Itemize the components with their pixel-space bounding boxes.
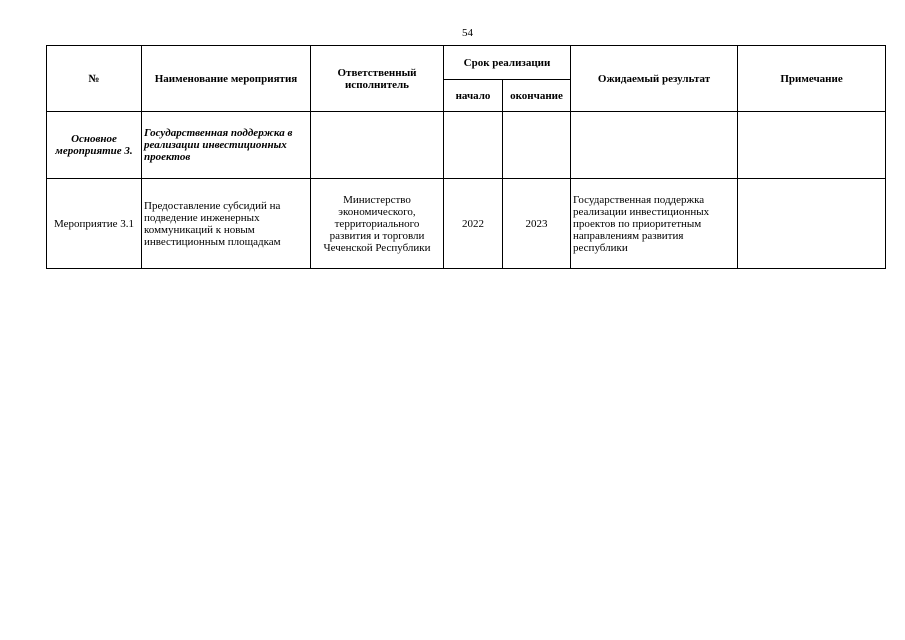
header-note: Примечание	[738, 46, 886, 112]
header-result: Ожидаемый результат	[571, 46, 738, 112]
cell-start	[444, 112, 503, 179]
page-number: 54	[462, 27, 473, 39]
cell-start: 2022	[444, 179, 503, 269]
header-executor: Ответственный исполнитель	[311, 46, 444, 112]
cell-name: Государственная поддержка в реализации инвестиционных проектов	[142, 112, 311, 179]
cell-name: Предоставление субсидий на подведение инженерных коммуникаций к новым инвестиционным площадкам	[142, 179, 311, 269]
table-header-row	[47, 46, 886, 80]
header-name: Наименование мероприятия	[142, 46, 311, 112]
cell-result	[571, 112, 738, 179]
activities-table	[46, 45, 886, 269]
cell-end: 2023	[503, 179, 571, 269]
table-row-main-activity	[47, 112, 886, 179]
cell-executor: Министерство экономического, территориального развития и торговли Чеченской Республики	[311, 179, 444, 269]
cell-number: Мероприятие 3.1	[47, 179, 142, 269]
cell-number: Основное мероприятие 3.	[47, 112, 142, 179]
cell-note	[738, 179, 886, 269]
table-row-activity	[47, 179, 886, 269]
cell-end	[503, 112, 571, 179]
header-number: №	[47, 46, 142, 112]
header-end: окончание	[503, 80, 571, 112]
cell-note	[738, 112, 886, 179]
header-start: начало	[444, 80, 503, 112]
header-period: Срок реализации	[444, 46, 571, 80]
cell-executor	[311, 112, 444, 179]
cell-result: Государственная поддержка реализации инвестиционных проектов по приоритетным направлениям развития республики	[571, 179, 738, 269]
